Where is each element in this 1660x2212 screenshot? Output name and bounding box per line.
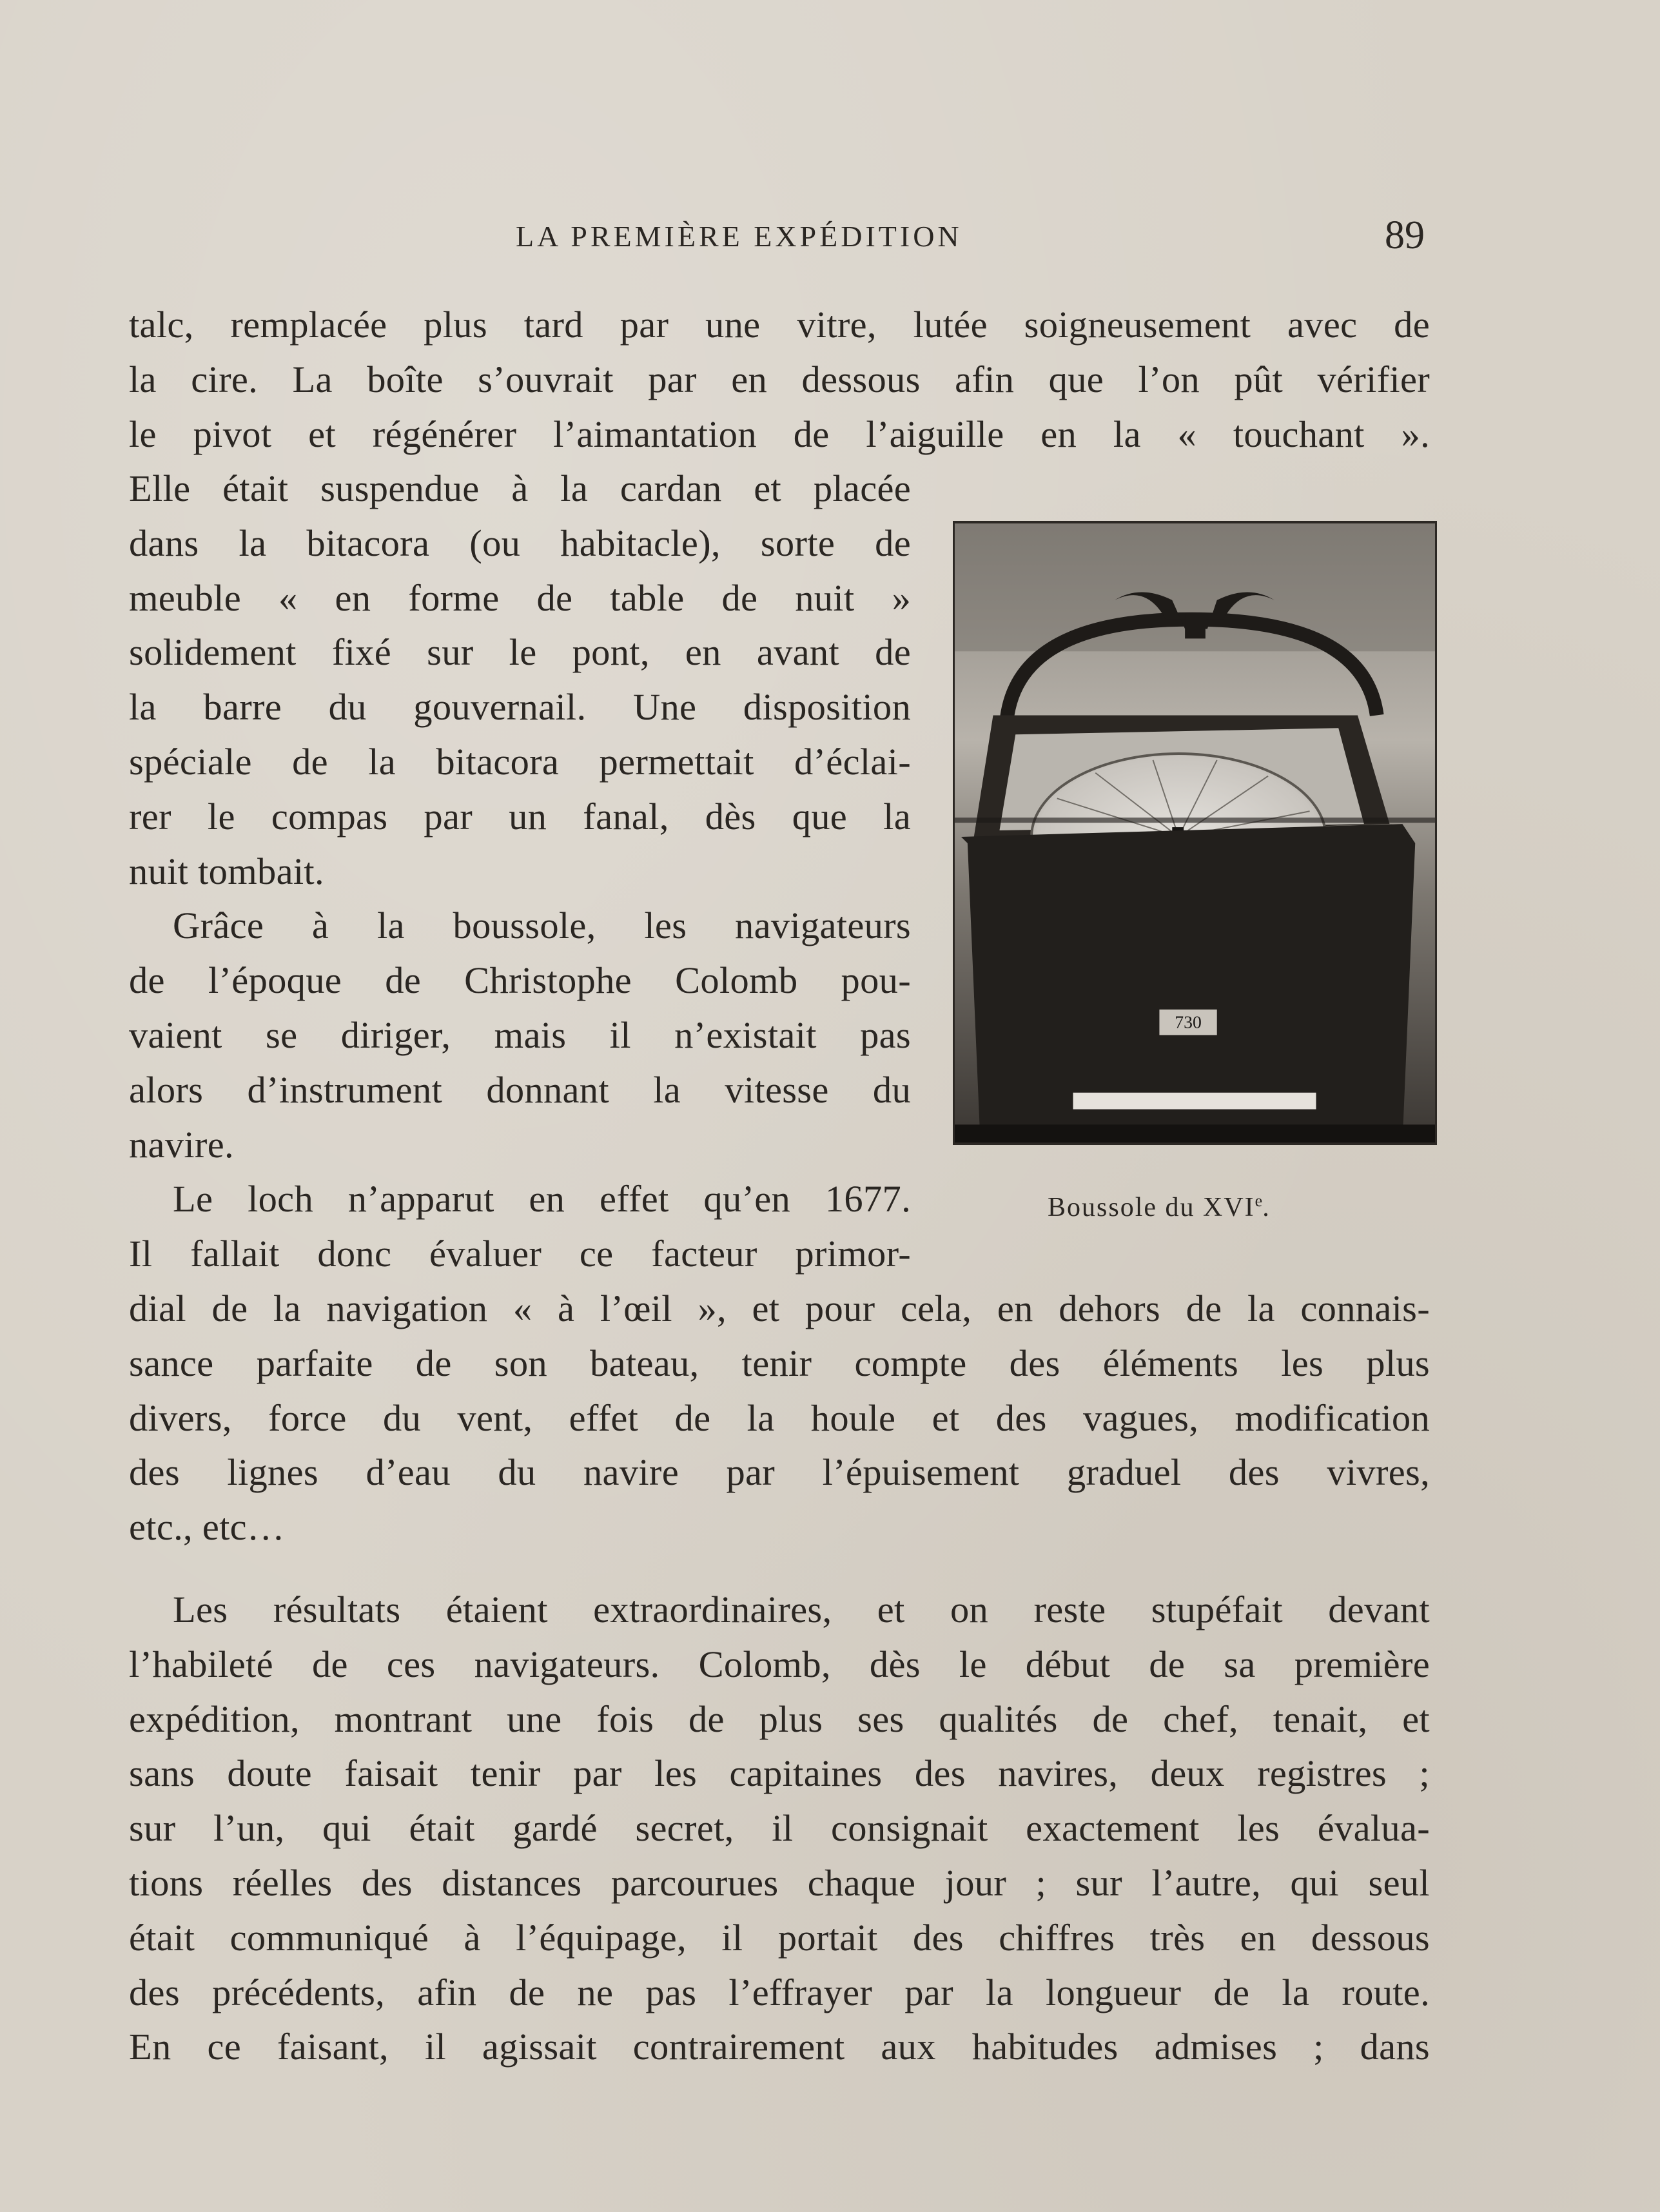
caption-superscript: e	[1255, 1191, 1263, 1210]
text-line: Elle était suspendue à la cardan et placée	[129, 467, 911, 509]
paragraph-top	[129, 298, 1430, 462]
page-number: 89	[1385, 213, 1425, 257]
text-line: vaient se diriger, mais il n’existait pas	[129, 1013, 911, 1056]
paragraph-final	[129, 1583, 1430, 2075]
text-line: divers, force du vent, effet de la houle et des vagues, modification	[129, 1396, 1430, 1439]
text-line: l’habileté de ces navigateurs. Colomb, dès le début de sa première	[129, 1643, 1430, 1685]
text-line: En ce faisant, il agissait contrairement aux habitudes admises ; dans	[129, 2026, 1430, 2068]
text-line: la barre du gouvernail. Une disposition	[129, 686, 911, 729]
text-line: Grâce à la boussole, les navigateurs	[173, 905, 911, 947]
figure-caption	[1048, 1191, 1271, 1223]
text-line: talc, remplacée plus tard par une vitre, lutée soigneusement avec de	[129, 304, 1430, 346]
text-line: nuit tombait.	[129, 850, 324, 892]
text-line: navire.	[129, 1123, 234, 1166]
text-line: des précédents, afin de ne pas l’effrayer par la longueur de la route.	[129, 1971, 1430, 2013]
text-line: alors d’instrument donnant la vitesse du	[129, 1068, 911, 1111]
caption-end: .	[1262, 1193, 1271, 1222]
paragraph-wrap-column	[129, 462, 911, 1282]
text-line: expédition, montrant une fois de plus ses qualités de chef, tenait, et	[129, 1698, 1430, 1740]
compass-illustration	[955, 523, 1435, 1143]
text-line: dial de la navigation « à l’œil », et pour cela, en dehors de la connais-	[129, 1287, 1430, 1329]
paragraph-bottom	[129, 1282, 1430, 1555]
text-line: des lignes d’eau du navire par l’épuisement graduel des vivres,	[129, 1451, 1430, 1494]
text-line: spéciale de la bitacora permettait d’éclai-	[129, 740, 911, 783]
running-title: LA PREMIÈRE EXPÉDITION	[516, 220, 962, 253]
text-line: etc., etc…	[129, 1506, 285, 1549]
text-line: Les résultats étaient extraordinaires, et on reste stupéfait devant	[173, 1589, 1430, 1630]
text-line: le pivot et régénérer l’aimantation de l’aiguille en la « touchant ».	[129, 413, 1430, 455]
text-line: Il fallait donc évaluer ce facteur primor-	[129, 1233, 911, 1275]
text-line: était communiqué à l’équipage, il portait des chiffres très en dessous	[129, 1916, 1430, 1959]
text-line: meuble « en forme de table de nuit »	[129, 576, 911, 619]
compass-tag-label: 730	[1175, 1012, 1202, 1033]
text-line: rer le compas par un fanal, dès que la	[129, 795, 911, 837]
text-line: solidement fixé sur le pont, en avant de	[129, 631, 911, 674]
caption-text: Boussole du XVI	[1048, 1193, 1255, 1222]
text-line: Le loch n’apparut en effet qu’en 1677.	[173, 1178, 911, 1220]
text-line: dans la bitacora (ou habitacle), sorte de	[129, 522, 911, 564]
text-line: la cire. La boîte s’ouvrait par en dessous afin que l’on pût vérifier	[129, 358, 1430, 400]
text-line: tions réelles des distances parcourues chaque jour ; sur l’autre, qui seul	[129, 1861, 1430, 1904]
text-line: sance parfaite de son bateau, tenir compte des éléments les plus	[129, 1342, 1430, 1384]
compass-photograph	[953, 521, 1437, 1145]
text-line: de l’époque de Christophe Colomb pou-	[129, 959, 911, 1002]
text-line: sans doute faisait tenir par les capitaines des navires, deux registres ;	[129, 1752, 1430, 1795]
text-line: sur l’un, qui était gardé secret, il consignait exactement les évalua-	[129, 1807, 1430, 1850]
running-header	[129, 213, 1425, 264]
